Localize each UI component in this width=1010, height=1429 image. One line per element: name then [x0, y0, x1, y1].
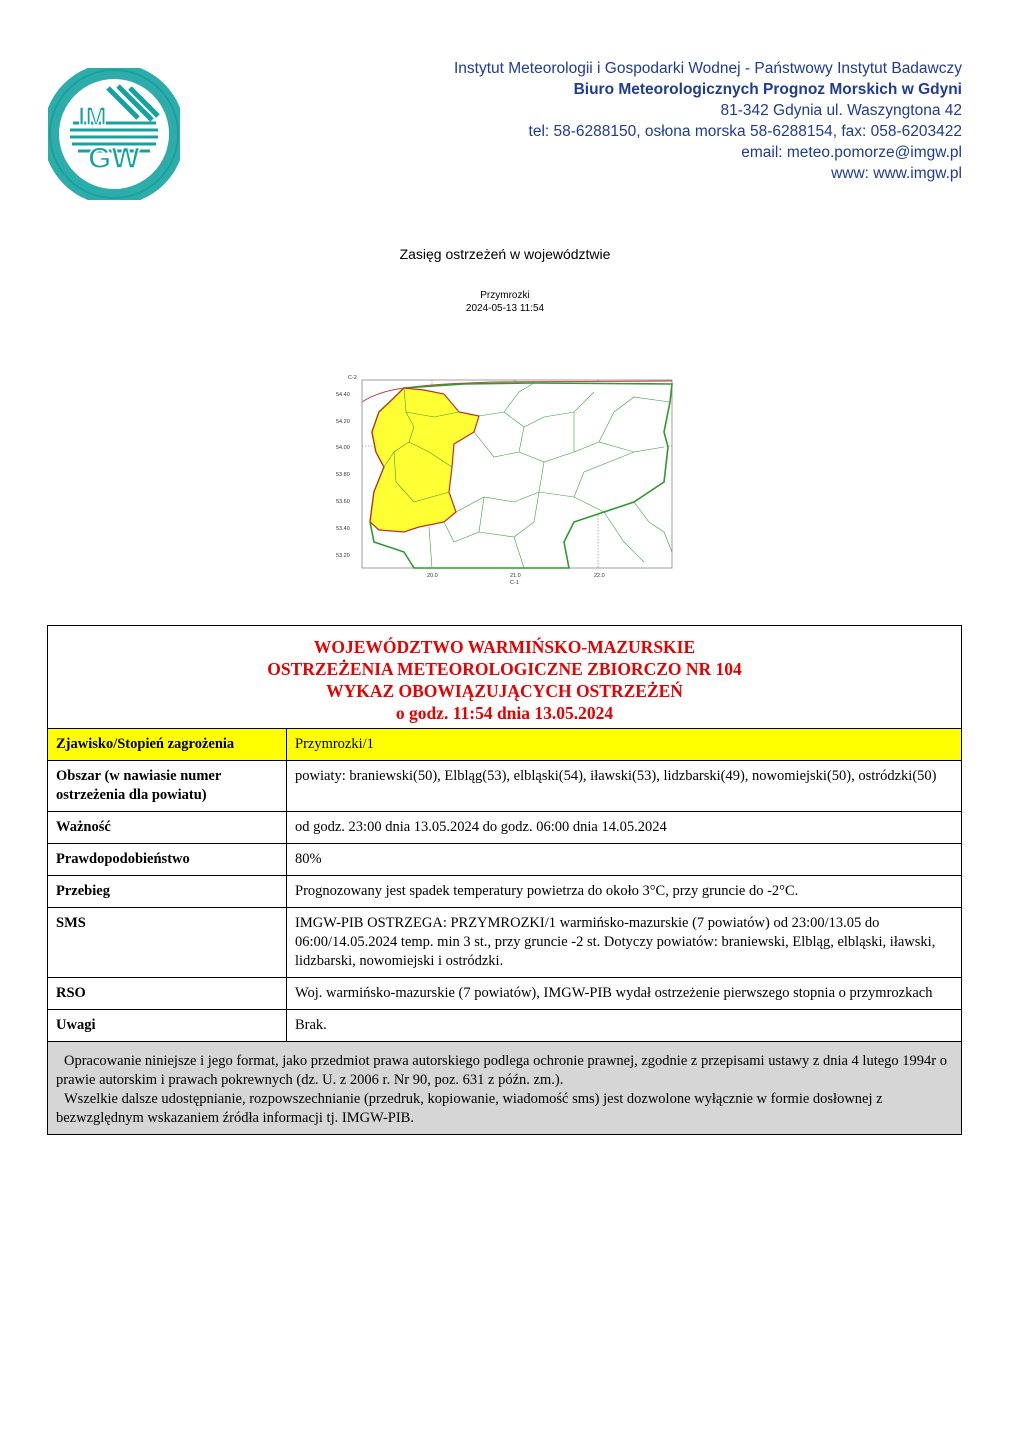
- y-tick: 53.80: [336, 472, 350, 478]
- logo-text-bottom: GW: [88, 142, 140, 175]
- table-row: [48, 876, 961, 908]
- copyright-paragraph: Opracowanie niniejsze i jego format, jako przedmiot prawa autorskiego podlega ochronie prawnej, zgodnie z przepisami ustawy z dnia 4 lutego 1994r o prawie autorskim i prawach pokrewnych (dz. U. z 2006 r. Nr 90, poz. 631 z późn. zm.).: [56, 1053, 947, 1088]
- table-row: [48, 1010, 961, 1042]
- title-time: o godz. 11:54 dnia 13.05.2024: [395, 703, 614, 723]
- table-row: [48, 978, 961, 1010]
- x-tick: 21.0: [510, 573, 521, 579]
- row-key: Uwagi: [48, 1010, 287, 1041]
- y-tick: 54.40: [336, 392, 350, 398]
- row-key: Obszar (w nawiasie numer ostrzeżenia dla powiatu): [48, 761, 287, 811]
- row-key: Zjawisko/Stopień zagrożenia: [48, 729, 287, 760]
- y-tick: 54.20: [336, 419, 350, 425]
- map-caption: Zasięg ostrzeżeń w województwie: [399, 246, 611, 262]
- distribution-paragraph: Wszelkie dalsze udostępnianie, rozpowszechnianie (przedruk, kopiowanie, wiadomość sms) jest dozwolone wyłącznie w formie dosłownej z bezwzględnym wskazaniem źródła informacji tj. IMGW-PIB.: [56, 1091, 883, 1126]
- row-value: od godz. 23:00 dnia 13.05.2024 do godz. 06:00 dnia 14.05.2024: [295, 819, 667, 835]
- title-voivodeship: WOJEWÓDZTWO WARMIŃSKO-MAZURSKIE: [313, 637, 696, 657]
- website: www: www.imgw.pl: [831, 165, 962, 182]
- logo-text-top: IM: [78, 101, 107, 131]
- warning-map: [334, 372, 676, 587]
- table-row: [48, 761, 961, 812]
- y-tick: 53.20: [336, 553, 350, 559]
- row-key: Prawdopodobieństwo: [48, 844, 287, 875]
- row-value: IMGW-PIB OSTRZEGA: PRZYMROZKI/1 warmińsko-mazurskie (7 powiatów) od 23:00/13.05 do 06:00/14.05.2024 temp. min 3 st., przy gruncie -2 st. Dotyczy powiatów: braniewski, Elbląg, elbląski, iławski, lidzbarski, nowomiejski i ostródzki.: [295, 915, 936, 969]
- phone-fax: tel: 58-6288150, osłona morska 58-6288154, fax: 058-6203422: [528, 123, 962, 140]
- institute-header: [454, 58, 962, 184]
- row-key: SMS: [48, 908, 287, 977]
- table-row: [48, 844, 961, 876]
- map-bottom-label: C-1: [510, 580, 519, 586]
- email: email: meteo.pomorze@imgw.pl: [741, 144, 962, 161]
- institute-name: Instytut Meteorologii i Gospodarki Wodnej - Państwowy Instytut Badawczy: [454, 60, 962, 77]
- table-row: [48, 729, 961, 761]
- row-key: Przebieg: [48, 876, 287, 907]
- table-row: [48, 908, 961, 978]
- row-key: Ważność: [48, 812, 287, 843]
- map-timestamp: 2024-05-13 11:54: [465, 303, 545, 314]
- imgw-logo: [48, 68, 180, 200]
- copyright-note: [48, 1042, 961, 1134]
- table-row: [48, 812, 961, 844]
- warning-table: [47, 625, 962, 1135]
- y-tick: 53.60: [336, 499, 350, 505]
- office-name: Biuro Meteorologicznych Prognoz Morskich w Gdyni: [573, 81, 962, 98]
- y-tick: 53.40: [336, 526, 350, 532]
- address: 81-342 Gdynia ul. Waszyngtona 42: [720, 102, 962, 119]
- x-tick: 22.0: [594, 573, 605, 579]
- row-value: Prognozowany jest spadek temperatury powietrza do około 3°C, przy gruncie do -2°C.: [295, 883, 799, 899]
- map-phenomenon: Przymrozki: [480, 290, 530, 301]
- title-list: WYKAZ OBOWIĄZUJĄCYCH OSTRZEŻEŃ: [326, 681, 683, 701]
- row-value: powiaty: braniewski(50), Elbląg(53), elbląski(54), iławski(53), lidzbarski(49), nowomiejski(50), ostródzki(50): [295, 768, 937, 784]
- row-key: RSO: [48, 978, 287, 1009]
- map-top-label: C-2: [348, 375, 357, 381]
- y-tick: 54.00: [336, 445, 350, 451]
- row-value: Woj. warmińsko-mazurskie (7 powiatów), IMGW-PIB wydał ostrzeżenie pierwszego stopnia o przymrozkach: [295, 985, 933, 1001]
- row-value: Brak.: [295, 1017, 327, 1033]
- x-tick: 20.0: [427, 573, 438, 579]
- title-bulletin: OSTRZEŻENIA METEOROLOGICZNE ZBIORCZO NR 104: [267, 659, 742, 679]
- row-value: 80%: [295, 851, 322, 867]
- row-value: Przymrozki/1: [295, 736, 374, 752]
- warning-title: [48, 626, 961, 729]
